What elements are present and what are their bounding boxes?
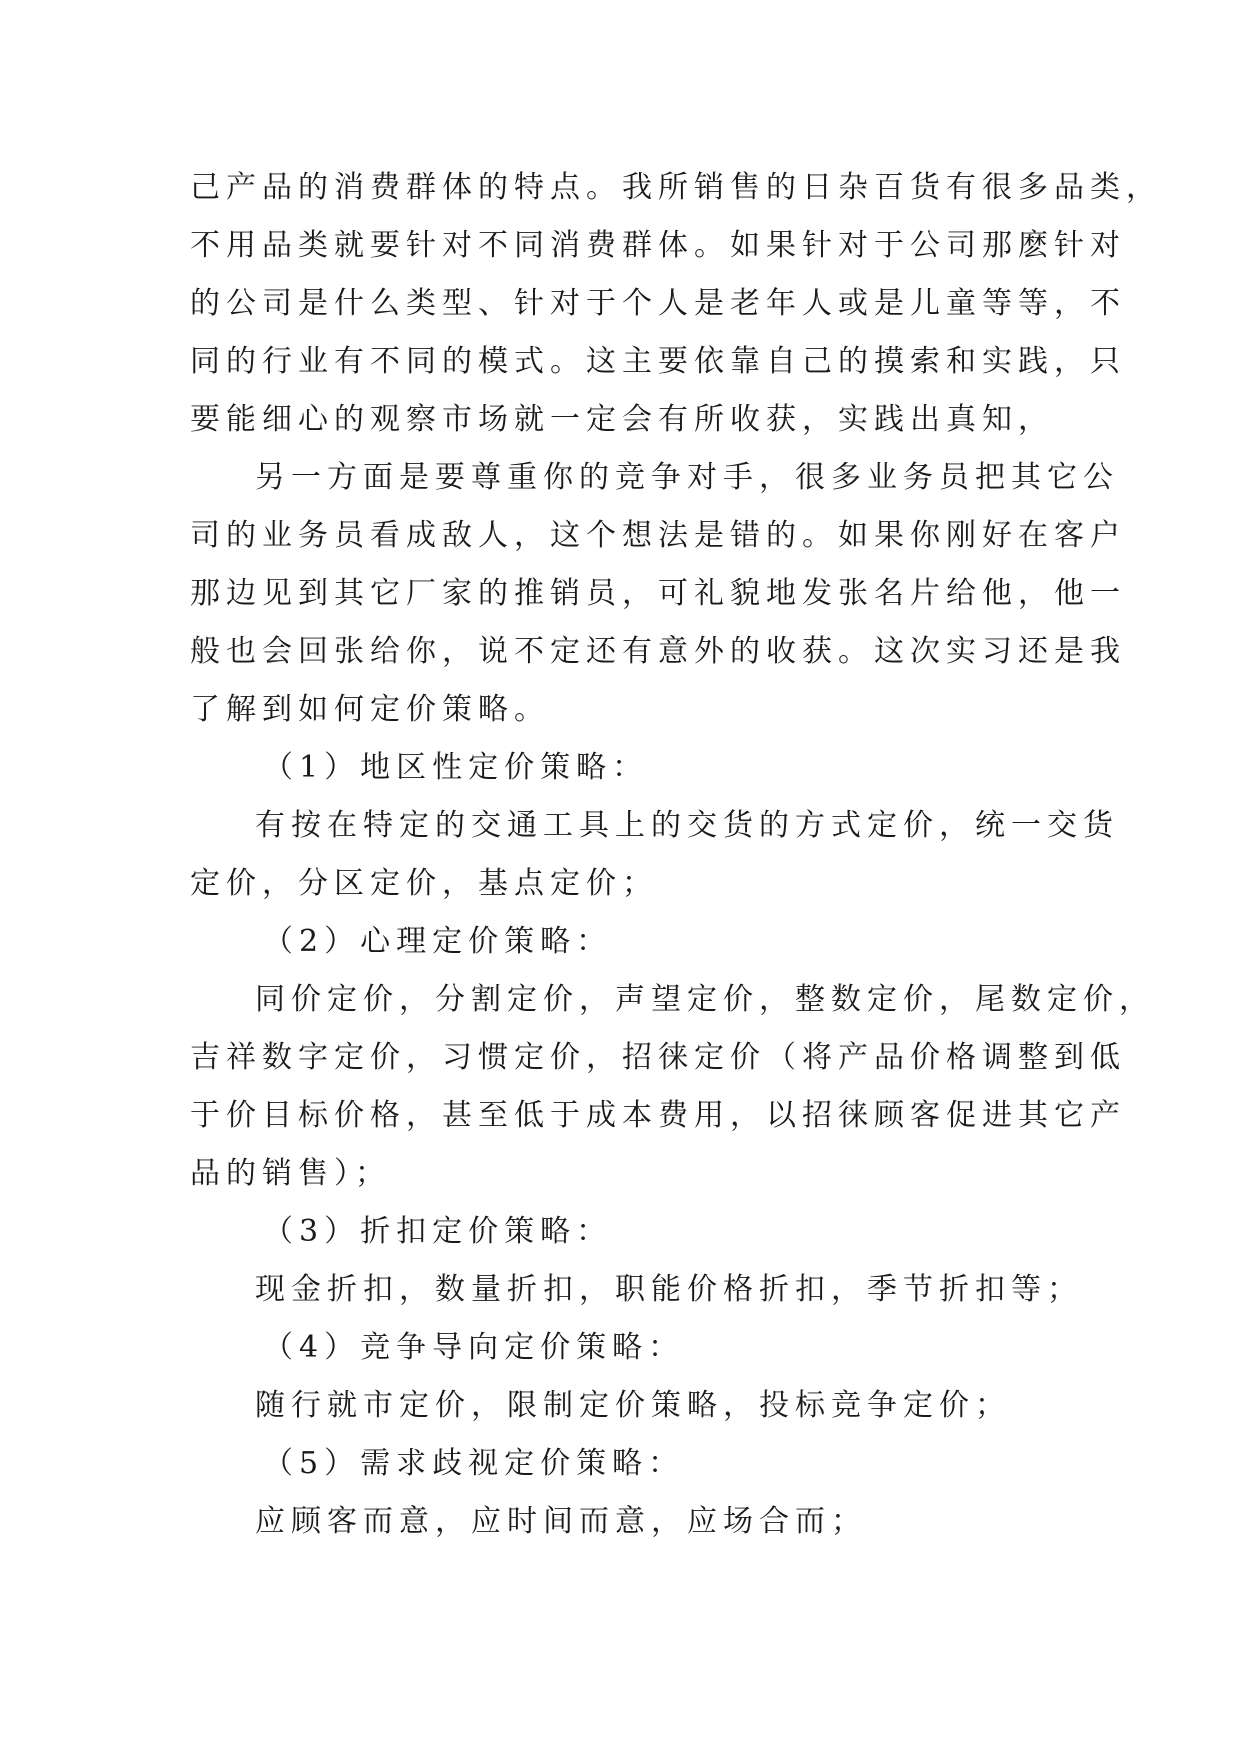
section-heading-5: （5）需求歧视定价策略： — [263, 1446, 685, 1481]
paragraph-first-line: 应顾客而意，应时间而意，应场合而； — [255, 1504, 867, 1539]
text-line: 己产品的消费群体的特点。我所销售的日杂百货有很多品类， — [190, 170, 1162, 205]
text-line: 那边见到其它厂家的推销员，可礼貌地发张名片给他，他一 — [190, 576, 1126, 611]
text-line: 了解到如何定价策略。 — [190, 692, 550, 727]
paragraph-first-line: 同价定价，分割定价，声望定价，整数定价，尾数定价， — [255, 982, 1155, 1017]
text-line: 司的业务员看成敌人，这个想法是错的。如果你刚好在客户 — [190, 518, 1126, 553]
paragraph-first-line: 另一方面是要尊重你的竞争对手，很多业务员把其它公 — [255, 460, 1119, 495]
section-heading-2: （2）心理定价策略： — [263, 924, 613, 959]
section-heading-3: （3）折扣定价策略： — [263, 1214, 613, 1249]
paragraph-first-line: 有按在特定的交通工具上的交货的方式定价，统一交货 — [255, 808, 1119, 843]
text-line: 要能细心的观察市场就一定会有所收获，实践出真知， — [190, 402, 1054, 437]
section-heading-4: （4）竞争导向定价策略： — [263, 1330, 685, 1365]
paragraph-first-line: 现金折扣，数量折扣，职能价格折扣，季节折扣等； — [255, 1272, 1083, 1307]
text-line: 于价目标价格，甚至低于成本费用，以招徕顾客促进其它产 — [190, 1098, 1126, 1133]
section-heading-1: （1）地区性定价策略： — [263, 750, 649, 785]
text-line: 吉祥数字定价，习惯定价，招徕定价（将产品价格调整到低 — [190, 1040, 1126, 1075]
text-line: 不用品类就要针对不同消费群体。如果针对于公司那麽针对 — [190, 228, 1126, 263]
text-line: 品的销售）； — [190, 1156, 391, 1191]
text-line: 的公司是什么类型、针对于个人是老年人或是儿童等等，不 — [190, 286, 1126, 321]
text-line: 般也会回张给你，说不定还有意外的收获。这次实习还是我 — [190, 634, 1126, 669]
paragraph-first-line: 随行就市定价，限制定价策略，投标竞争定价； — [255, 1388, 1011, 1423]
text-line: 定价，分区定价，基点定价； — [190, 866, 658, 901]
text-line: 同的行业有不同的模式。这主要依靠自己的摸索和实践，只 — [190, 344, 1126, 379]
